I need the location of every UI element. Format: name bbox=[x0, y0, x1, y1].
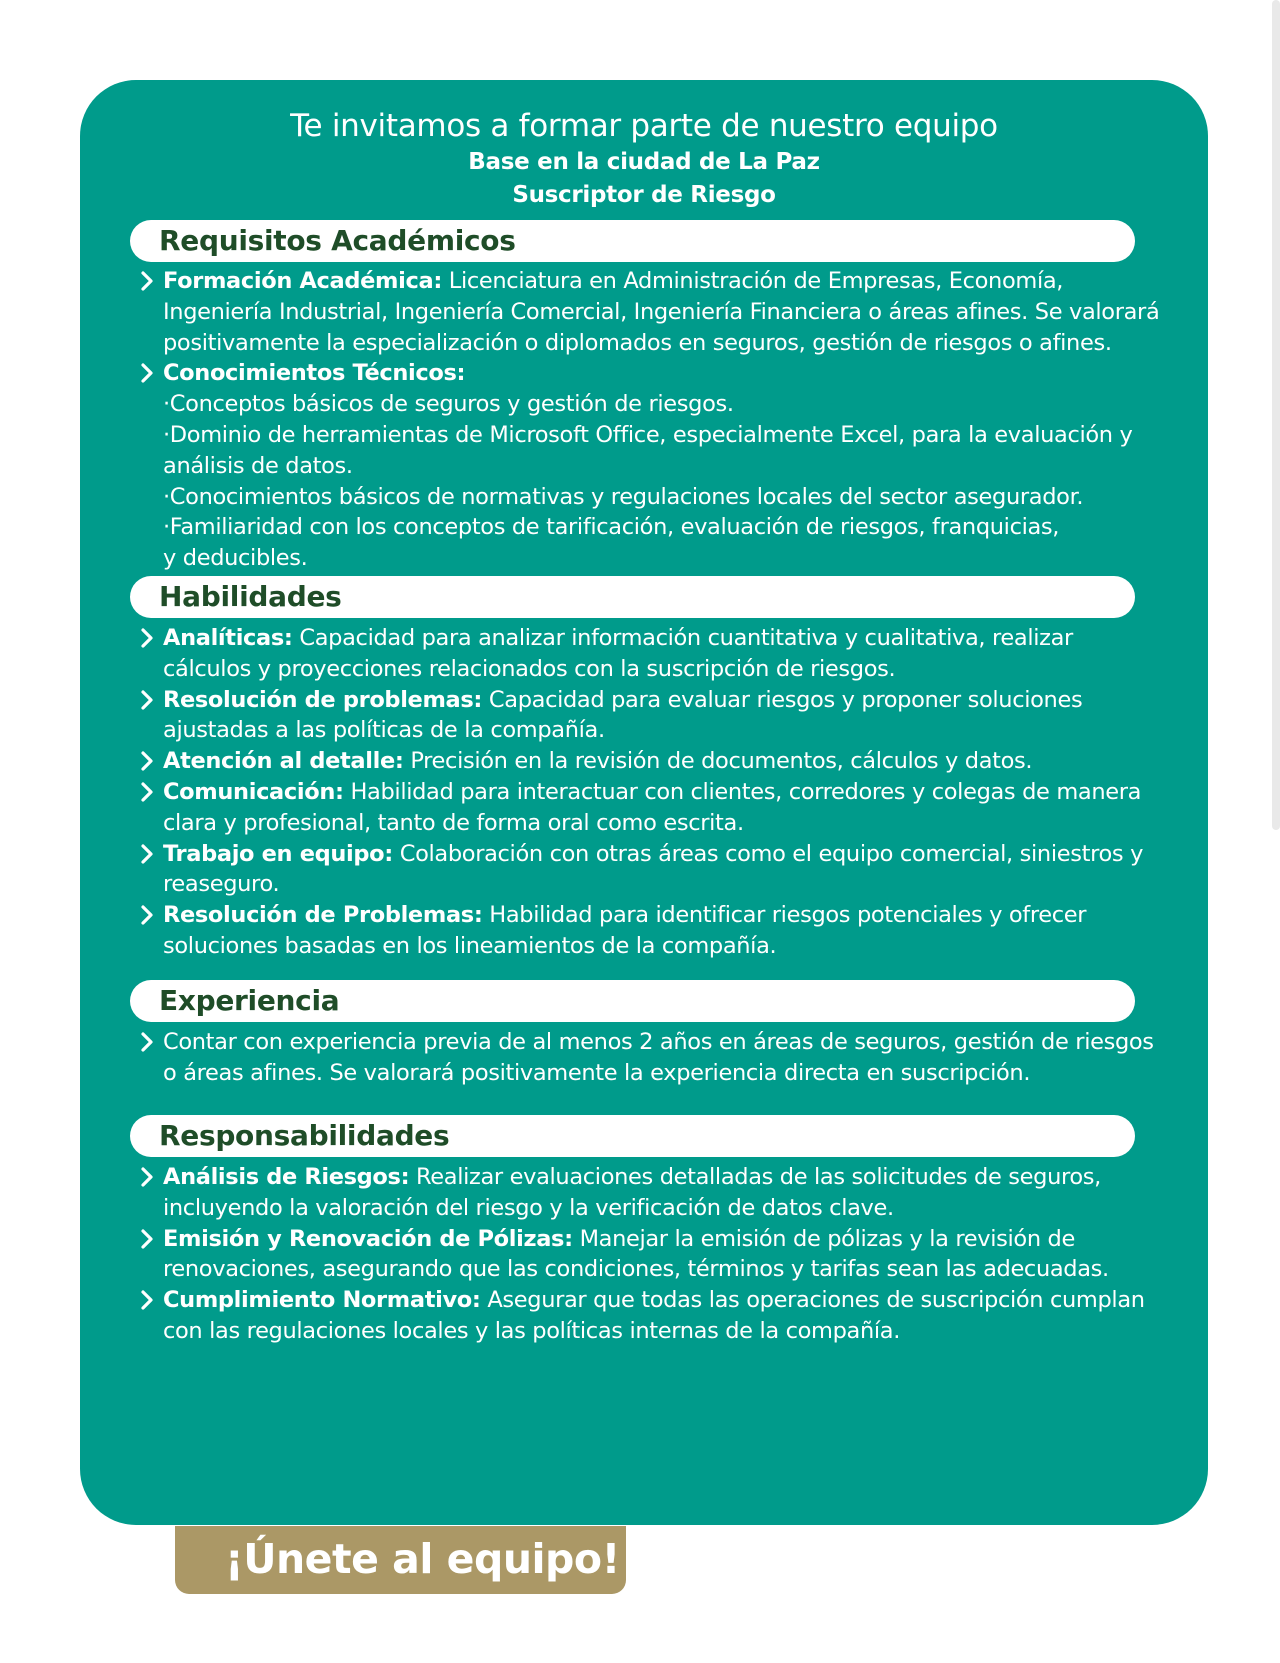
list-item bbox=[135, 623, 1165, 685]
skills-list bbox=[135, 623, 1165, 962]
chevron-right-icon bbox=[138, 1285, 158, 1315]
section-title-skills: Habilidades bbox=[130, 576, 1135, 618]
section-title-academic: Requisitos Académicos bbox=[130, 220, 1135, 262]
chevron-right-icon bbox=[138, 1027, 158, 1057]
page-title: Te invitamos a formar parte de nuestro equipo bbox=[290, 108, 998, 144]
item-label: Cumplimiento Normativo: bbox=[163, 1287, 481, 1314]
item-label: Emisión y Renovación de Pólizas: bbox=[163, 1225, 573, 1252]
sub-line: ·Dominio de herramientas de Microsoft Office, especialmente Excel, para la evaluación y análisis de datos. bbox=[163, 421, 1133, 479]
item-label: Trabajo en equipo: bbox=[163, 840, 393, 867]
chevron-right-icon bbox=[138, 685, 158, 715]
join-team-button[interactable]: ¡Únete al equipo! bbox=[175, 1526, 626, 1594]
job-offer-card bbox=[80, 80, 1208, 1525]
sub-line: ·Familiaridad con los conceptos de tarificación, evaluación de riesgos, franquicias, bbox=[163, 514, 1060, 541]
list-item bbox=[135, 839, 1165, 901]
item-text: Capacidad para evaluar riesgos y proponer soluciones ajustadas a las políticas de la compañía. bbox=[163, 686, 1083, 744]
list-item bbox=[135, 266, 1165, 358]
item-text: Realizar evaluaciones detalladas de las solicitudes de seguros, incluyendo la valoración del riesgo y la verificación de datos clave. bbox=[163, 1164, 1101, 1221]
item-label: Atención al detalle: bbox=[163, 748, 404, 775]
section-title-experience: Experiencia bbox=[130, 980, 1135, 1022]
item-text: Habilidad para interactuar con clientes, corredores y colegas de manera clara y profesional, tanto de forma oral como escrita. bbox=[163, 778, 1142, 836]
item-label: Análisis de Riesgos: bbox=[163, 1164, 410, 1190]
technical-knowledge-lines bbox=[163, 389, 1165, 574]
list-item bbox=[135, 1162, 1165, 1224]
chevron-right-icon bbox=[138, 839, 158, 869]
page-scrollbar[interactable] bbox=[1272, 0, 1280, 830]
item-label: Analíticas: bbox=[163, 625, 293, 651]
list-item bbox=[135, 746, 1165, 777]
chevron-right-icon bbox=[138, 777, 158, 807]
item-text: Manejar la emisión de pólizas y la revisión de renovaciones, asegurando que las condiciones, términos y tarifas sean las adecuadas. bbox=[163, 1225, 1109, 1283]
list-item bbox=[135, 685, 1165, 747]
item-label: Resolución de problemas: bbox=[163, 686, 483, 713]
item-text: Habilidad para identificar riesgos potenciales y ofrecer soluciones basadas en los lineamientos de la compañía. bbox=[163, 902, 1087, 959]
item-text: Asegurar que todas las operaciones de suscripción cumplan con las regulaciones locales y las políticas internas de la compañía. bbox=[163, 1287, 1145, 1344]
chevron-right-icon bbox=[138, 746, 158, 776]
list-item bbox=[135, 1224, 1165, 1286]
section-title-responsibilities: Responsabilidades bbox=[130, 1115, 1135, 1157]
list-item bbox=[135, 1285, 1165, 1347]
item-label: Conocimientos Técnicos: bbox=[163, 360, 466, 387]
responsibilities-list bbox=[135, 1162, 1165, 1347]
job-location: Base en la ciudad de La Paz bbox=[468, 149, 820, 175]
item-text: Contar con experiencia previa de al menos 2 años en áreas de seguros, gestión de riesgos o áreas afines. Se valorará positivamente la experiencia directa en suscripción. bbox=[163, 1029, 1154, 1086]
item-text: Colaboración con otras áreas como el equipo comercial, siniestros y reaseguro. bbox=[163, 840, 1144, 898]
sub-line: ·Conceptos básicos de seguros y gestión de riesgos. bbox=[163, 391, 734, 418]
experience-list bbox=[135, 1027, 1165, 1089]
chevron-right-icon bbox=[138, 1224, 158, 1254]
chevron-right-icon bbox=[138, 266, 158, 296]
hero-header bbox=[80, 80, 1208, 212]
sub-line: y deducibles. bbox=[163, 545, 308, 572]
list-item bbox=[135, 777, 1165, 839]
item-text: Capacidad para analizar información cuantitativa y cualitativa, realizar cálculos y proyecciones relacionados con la suscripción de riesgos. bbox=[163, 625, 1073, 682]
item-label: Formación Académica: bbox=[163, 268, 442, 294]
list-item bbox=[135, 1027, 1165, 1089]
chevron-right-icon bbox=[138, 900, 158, 930]
list-item bbox=[135, 358, 1165, 574]
sub-line: ·Conocimientos básicos de normativas y regulaciones locales del sector asegurador. bbox=[163, 483, 1084, 510]
academic-list bbox=[135, 266, 1165, 574]
item-label: Comunicación: bbox=[163, 778, 344, 805]
chevron-right-icon bbox=[138, 1162, 158, 1192]
list-item bbox=[135, 900, 1165, 962]
item-label: Resolución de Problemas: bbox=[163, 902, 483, 929]
job-position: Suscriptor de Riesgo bbox=[512, 182, 776, 208]
item-text: Precisión en la revisión de documentos, cálculos y datos. bbox=[403, 748, 1033, 775]
chevron-right-icon bbox=[138, 623, 158, 653]
chevron-right-icon bbox=[138, 358, 158, 388]
item-text: Licenciatura en Administración de Empresas, Economía, Ingeniería Industrial, Ingeniería Comercial, Ingeniería Financiera o áreas afines. Se valorará positivamente la especialización o diplomados en seguros, gestión de riesgos o afines. bbox=[163, 268, 1160, 356]
